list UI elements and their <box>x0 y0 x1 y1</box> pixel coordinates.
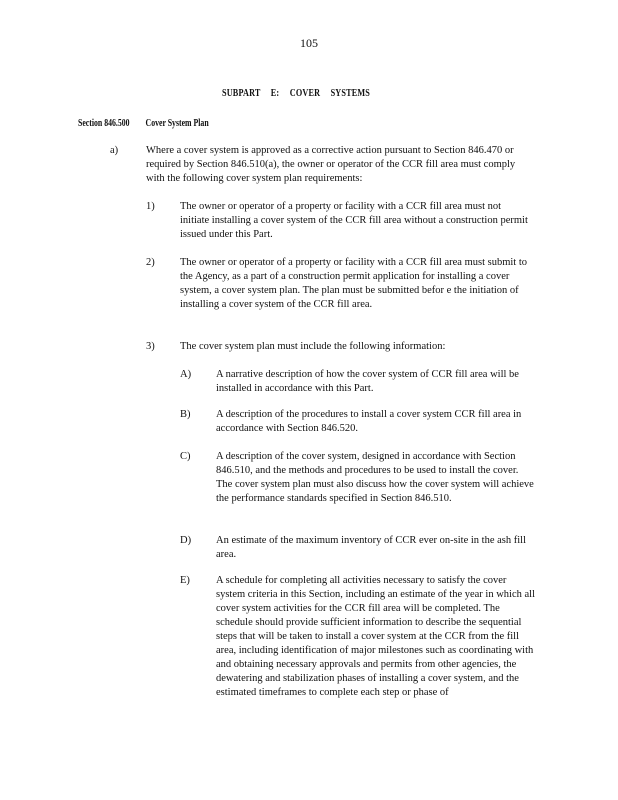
paragraph-D-text: An estimate of the maximum inventory of CCR ever on-site in the ash fill area. <box>216 535 526 560</box>
paragraph-a-label: a) <box>110 145 119 156</box>
section-heading <box>78 118 223 129</box>
paragraph-C-text: A description of the cover system, designed in accordance with Section 846.510, and the methods and procedures to be used to install the cover. The cover system plan must also discuss how the cover system will achieve the performance standards specified in Section 846.510. <box>216 451 534 504</box>
section-number: Section 846.500 <box>78 118 130 129</box>
paragraph-A-label: A) <box>180 369 192 380</box>
paragraph-E-label: E) <box>180 575 190 586</box>
paragraph-a-text: Where a cover system is approved as a corrective action pursuant to Section 846.470 or required by Section 846.510(a), the owner or operator of the CCR fill area must comply with the following cover system plan requirements: <box>146 145 516 184</box>
section-title: Cover System Plan <box>145 118 209 129</box>
paragraph-B-text: A description of the procedures to install a cover system CCR fill area in accordance with Section 846.520. <box>216 409 522 434</box>
paragraph-3-label: 3) <box>146 341 155 352</box>
paragraph-D-label: D) <box>180 535 192 546</box>
subpart-title: SUBPART E: COVER SYSTEMS <box>222 88 371 99</box>
page-number: 105 <box>300 36 318 50</box>
paragraph-A-text: A narrative description of how the cover system of CCR fill area will be installed in accordance with this Part. <box>216 369 519 394</box>
paragraph-2-text: The owner or operator of a property or facility with a CCR fill area must submit to the Agency, as a part of a construction permit application for installing a cover system, a cover system plan. The plan must be submitted befor e the initiation of installing a cover system of the CCR fill area. <box>180 257 527 310</box>
paragraph-1-text: The owner or operator of a property or facility with a CCR fill area must not initiate installing a cover system of the CCR fill area without a construction permit issued under this Part. <box>180 201 528 240</box>
paragraph-C-label: C) <box>180 451 191 462</box>
paragraph-B-label: B) <box>180 409 191 420</box>
paragraph-3-text: The cover system plan must include the following information: <box>180 341 446 352</box>
paragraph-1-label: 1) <box>146 201 155 212</box>
paragraph-E-text: A schedule for completing all activities necessary to satisfy the cover system criteria in this Section, including an estimate of the year in which all cover system activities for the CCR fill area will be completed. The schedule should provide sufficient information to describe the sequential steps that will be taken to install a cover system at the CCR from the fill area, including identification of major milestones such as coordinating with and obtaining necessary approvals and permits from other agencies, the dewatering and stabilization phases of installing a cover system, and the estimated timeframes to complete each step or phase of <box>216 575 535 698</box>
paragraph-2-label: 2) <box>146 257 155 268</box>
